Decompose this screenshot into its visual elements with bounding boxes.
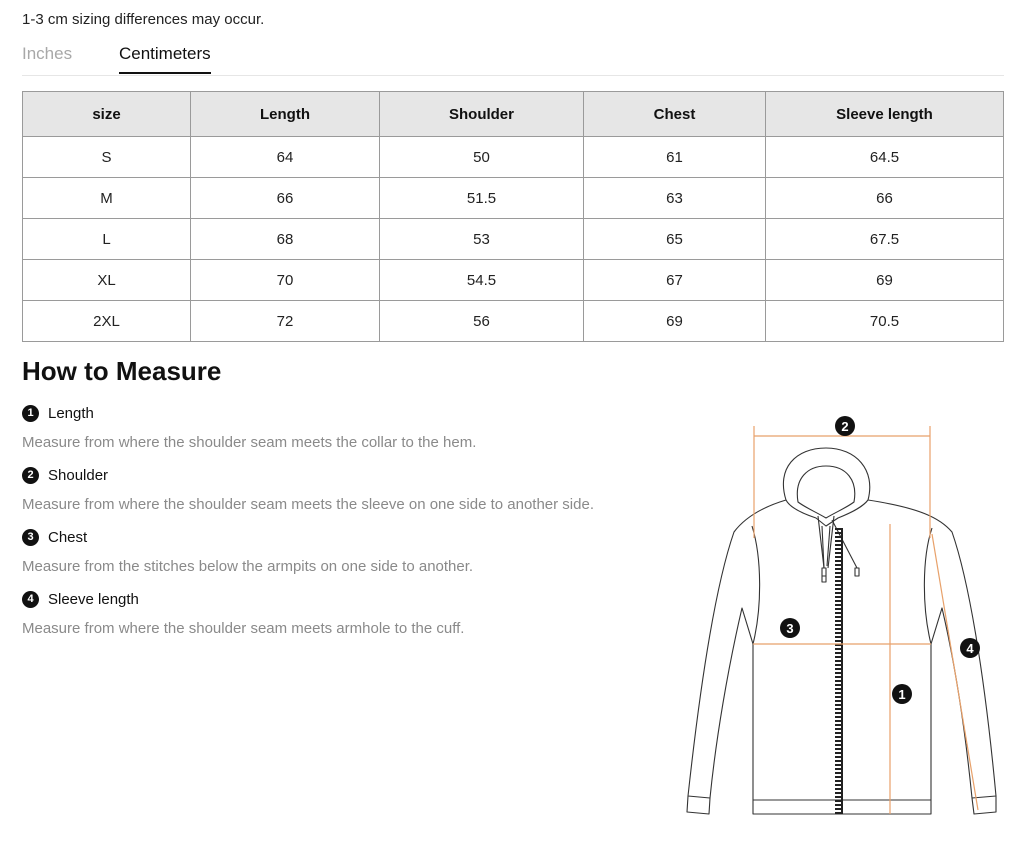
cell-shoulder: 54.5 [380, 260, 584, 301]
cell-size: M [23, 178, 191, 219]
step-description: Measure from where the shoulder seam meets the sleeve on one side to another side. [22, 496, 594, 513]
cell-sleeve-length: 67.5 [766, 219, 1004, 260]
cell-size: XL [23, 260, 191, 301]
cell-chest: 69 [584, 301, 766, 342]
step-name: Shoulder [48, 466, 109, 484]
cell-length: 64 [191, 137, 380, 178]
cell-size: S [23, 137, 191, 178]
size-table [22, 91, 1004, 342]
cell-length: 72 [191, 301, 380, 342]
cell-shoulder: 53 [380, 219, 584, 260]
how-to-measure-title: How to Measure [22, 356, 222, 386]
step-number-badge: 4 [22, 591, 39, 608]
cell-sleeve-length: 69 [766, 260, 1004, 301]
cell-sleeve-length: 66 [766, 178, 1004, 219]
step-number-badge: 1 [22, 405, 39, 422]
measure-badge-1: 1 [892, 684, 912, 704]
step-chest [22, 526, 662, 548]
header-length: Length [191, 92, 380, 137]
measure-badge-4: 4 [960, 638, 980, 658]
measure-steps [22, 402, 662, 650]
step-number-badge: 2 [22, 467, 39, 484]
table-row [23, 260, 1004, 301]
step-shoulder [22, 464, 662, 486]
table-header-row [23, 92, 1004, 137]
step-name: Sleeve length [48, 590, 139, 608]
step-name: Length [48, 404, 94, 422]
header-shoulder: Shoulder [380, 92, 584, 137]
measure-badge-3: 3 [780, 618, 800, 638]
cell-sleeve-length: 64.5 [766, 137, 1004, 178]
cell-chest: 61 [584, 137, 766, 178]
measure-badge-2: 2 [835, 416, 855, 436]
cell-sleeve-length: 70.5 [766, 301, 1004, 342]
cell-length: 68 [191, 219, 380, 260]
hoodie-diagram [676, 408, 1006, 818]
cell-shoulder: 50 [380, 137, 584, 178]
table-row [23, 178, 1004, 219]
cell-chest: 67 [584, 260, 766, 301]
step-length [22, 402, 662, 424]
zipper-icon [838, 528, 842, 814]
cell-shoulder: 56 [380, 301, 584, 342]
step-description: Measure from the stitches below the armpits on one side to another. [22, 558, 474, 575]
hoodie-illustration-icon [676, 408, 1006, 818]
tab-inches[interactable]: Inches [22, 44, 73, 63]
table-row [23, 137, 1004, 178]
cell-length: 70 [191, 260, 380, 301]
table-row [23, 219, 1004, 260]
cell-chest: 65 [584, 219, 766, 260]
cell-chest: 63 [584, 178, 766, 219]
cell-shoulder: 51.5 [380, 178, 584, 219]
cell-length: 66 [191, 178, 380, 219]
step-name: Chest [48, 528, 88, 546]
step-description: Measure from where the shoulder seam meets armhole to the cuff. [22, 620, 465, 637]
table-row [23, 301, 1004, 342]
sizing-note: 1-3 cm sizing differences may occur. [22, 11, 265, 28]
header-sleeve-length: Sleeve length [766, 92, 1004, 137]
header-size: size [23, 92, 191, 137]
step-description: Measure from where the shoulder seam meets the collar to the hem. [22, 434, 477, 451]
cell-size: 2XL [23, 301, 191, 342]
tab-centimeters[interactable]: Centimeters [119, 44, 211, 74]
step-sleeve-length [22, 588, 662, 610]
unit-tabs [22, 42, 1004, 76]
header-chest: Chest [584, 92, 766, 137]
cell-size: L [23, 219, 191, 260]
step-number-badge: 3 [22, 529, 39, 546]
